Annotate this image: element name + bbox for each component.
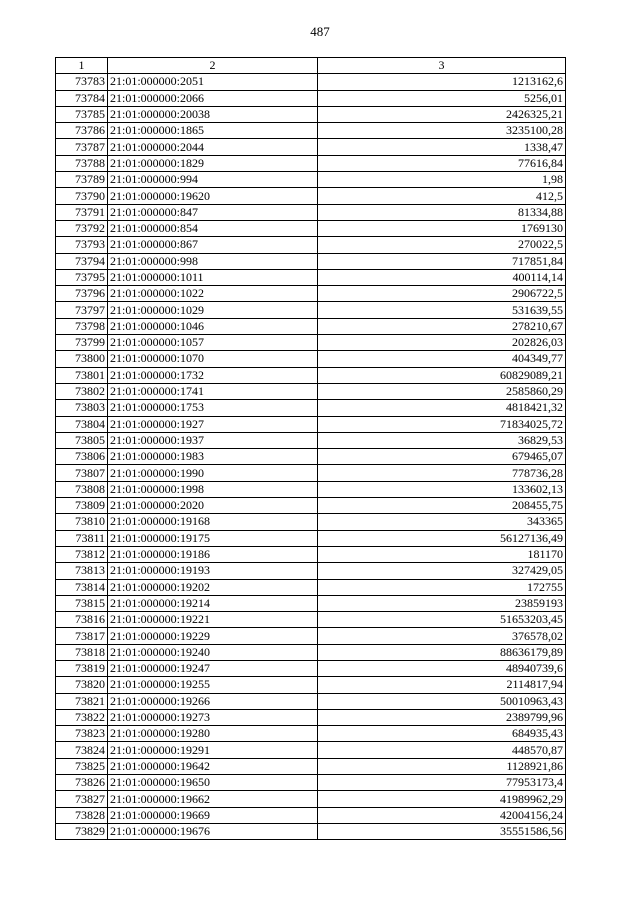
cadastral-number-cell: 21:01:000000:2051 <box>108 74 318 90</box>
table-row <box>56 74 566 90</box>
cadastral-number-cell: 21:01:000000:867 <box>108 237 318 253</box>
row-number-cell: 73804 <box>56 416 108 432</box>
value-cell: 412,5 <box>318 188 566 204</box>
cadastral-number-cell: 21:01:000000:1753 <box>108 400 318 416</box>
cadastral-number-cell: 21:01:000000:19175 <box>108 530 318 546</box>
cadastral-number-cell: 21:01:000000:19247 <box>108 660 318 676</box>
row-number-cell: 73820 <box>56 677 108 693</box>
cadastral-number-cell: 21:01:000000:847 <box>108 204 318 220</box>
cadastral-number-cell: 21:01:000000:1990 <box>108 465 318 481</box>
cadastral-number-cell: 21:01:000000:1070 <box>108 351 318 367</box>
row-number-cell: 73783 <box>56 74 108 90</box>
row-number-cell: 73798 <box>56 318 108 334</box>
value-cell: 1,98 <box>318 172 566 188</box>
table-row <box>56 677 566 693</box>
column-header: 1 <box>56 58 108 74</box>
value-cell: 5256,01 <box>318 90 566 106</box>
row-number-cell: 73827 <box>56 791 108 807</box>
table-row <box>56 465 566 481</box>
value-cell: 3235100,28 <box>318 123 566 139</box>
table-row <box>56 546 566 562</box>
row-number-cell: 73792 <box>56 220 108 236</box>
value-cell: 172755 <box>318 579 566 595</box>
value-cell: 51653203,45 <box>318 612 566 628</box>
table-row <box>56 90 566 106</box>
cadastral-number-cell: 21:01:000000:1732 <box>108 367 318 383</box>
row-number-cell: 73813 <box>56 563 108 579</box>
table-header-row <box>56 58 566 74</box>
row-number-cell: 73810 <box>56 514 108 530</box>
row-number-cell: 73791 <box>56 204 108 220</box>
value-cell: 1769130 <box>318 220 566 236</box>
table-row <box>56 286 566 302</box>
value-cell: 202826,03 <box>318 335 566 351</box>
value-cell: 181170 <box>318 546 566 562</box>
table-row <box>56 579 566 595</box>
table-row <box>56 709 566 725</box>
row-number-cell: 73822 <box>56 709 108 725</box>
table-row <box>56 775 566 791</box>
value-cell: 531639,55 <box>318 302 566 318</box>
table-row <box>56 530 566 546</box>
table-row <box>56 335 566 351</box>
cadastral-number-cell: 21:01:000000:1029 <box>108 302 318 318</box>
cadastral-number-cell: 21:01:000000:2066 <box>108 90 318 106</box>
table-row <box>56 106 566 122</box>
row-number-cell: 73803 <box>56 400 108 416</box>
data-table <box>55 57 566 840</box>
row-number-cell: 73797 <box>56 302 108 318</box>
value-cell: 2114817,94 <box>318 677 566 693</box>
value-cell: 1128921,86 <box>318 758 566 774</box>
value-cell: 133602,13 <box>318 481 566 497</box>
table-row <box>56 220 566 236</box>
cadastral-number-cell: 21:01:000000:19255 <box>108 677 318 693</box>
cadastral-number-cell: 21:01:000000:1983 <box>108 449 318 465</box>
table-row <box>56 367 566 383</box>
table-row <box>56 514 566 530</box>
cadastral-number-cell: 21:01:000000:19650 <box>108 775 318 791</box>
cadastral-number-cell: 21:01:000000:19676 <box>108 823 318 839</box>
value-cell: 778736,28 <box>318 465 566 481</box>
row-number-cell: 73808 <box>56 481 108 497</box>
value-cell: 327429,05 <box>318 563 566 579</box>
value-cell: 270022,5 <box>318 237 566 253</box>
value-cell: 2585860,29 <box>318 383 566 399</box>
table-row <box>56 416 566 432</box>
cadastral-number-cell: 21:01:000000:2044 <box>108 139 318 155</box>
row-number-cell: 73784 <box>56 90 108 106</box>
value-cell: 48940739,6 <box>318 660 566 676</box>
table-row <box>56 351 566 367</box>
value-cell: 400114,14 <box>318 269 566 285</box>
row-number-cell: 73796 <box>56 286 108 302</box>
row-number-cell: 73800 <box>56 351 108 367</box>
table-row <box>56 269 566 285</box>
table-row <box>56 563 566 579</box>
cadastral-number-cell: 21:01:000000:994 <box>108 172 318 188</box>
table-row <box>56 807 566 823</box>
row-number-cell: 73785 <box>56 106 108 122</box>
cadastral-number-cell: 21:01:000000:854 <box>108 220 318 236</box>
table-row <box>56 449 566 465</box>
value-cell: 2389799,96 <box>318 709 566 725</box>
cadastral-number-cell: 21:01:000000:19168 <box>108 514 318 530</box>
value-cell: 1213162,6 <box>318 74 566 90</box>
row-number-cell: 73790 <box>56 188 108 204</box>
cadastral-number-cell: 21:01:000000:1865 <box>108 123 318 139</box>
value-cell: 35551586,56 <box>318 823 566 839</box>
table-row <box>56 432 566 448</box>
value-cell: 2906722,5 <box>318 286 566 302</box>
row-number-cell: 73805 <box>56 432 108 448</box>
cadastral-number-cell: 21:01:000000:19273 <box>108 709 318 725</box>
cadastral-number-cell: 21:01:000000:19642 <box>108 758 318 774</box>
row-number-cell: 73823 <box>56 726 108 742</box>
table-row <box>56 188 566 204</box>
value-cell: 77616,84 <box>318 155 566 171</box>
value-cell: 88636179,89 <box>318 644 566 660</box>
cadastral-number-cell: 21:01:000000:1927 <box>108 416 318 432</box>
row-number-cell: 73809 <box>56 498 108 514</box>
value-cell: 376578,02 <box>318 628 566 644</box>
table-row <box>56 318 566 334</box>
row-number-cell: 73819 <box>56 660 108 676</box>
row-number-cell: 73787 <box>56 139 108 155</box>
cadastral-number-cell: 21:01:000000:1046 <box>108 318 318 334</box>
row-number-cell: 73828 <box>56 807 108 823</box>
row-number-cell: 73811 <box>56 530 108 546</box>
table-row <box>56 172 566 188</box>
table-row <box>56 253 566 269</box>
row-number-cell: 73789 <box>56 172 108 188</box>
value-cell: 50010963,43 <box>318 693 566 709</box>
value-cell: 448570,87 <box>318 742 566 758</box>
value-cell: 343365 <box>318 514 566 530</box>
page-number: 487 <box>310 24 330 39</box>
cadastral-number-cell: 21:01:000000:20038 <box>108 106 318 122</box>
table-row <box>56 204 566 220</box>
cadastral-number-cell: 21:01:000000:19240 <box>108 644 318 660</box>
cadastral-number-cell: 21:01:000000:1998 <box>108 481 318 497</box>
table-row <box>56 302 566 318</box>
table-row <box>56 742 566 758</box>
value-cell: 2426325,21 <box>318 106 566 122</box>
cadastral-number-cell: 21:01:000000:19620 <box>108 188 318 204</box>
row-number-cell: 73821 <box>56 693 108 709</box>
table-row <box>56 139 566 155</box>
value-cell: 717851,84 <box>318 253 566 269</box>
table-row <box>56 400 566 416</box>
column-header: 2 <box>108 58 318 74</box>
value-cell: 23859193 <box>318 595 566 611</box>
cadastral-number-cell: 21:01:000000:19214 <box>108 595 318 611</box>
row-number-cell: 73788 <box>56 155 108 171</box>
cadastral-number-cell: 21:01:000000:1011 <box>108 269 318 285</box>
value-cell: 679465,07 <box>318 449 566 465</box>
value-cell: 684935,43 <box>318 726 566 742</box>
column-header: 3 <box>318 58 566 74</box>
value-cell: 77953173,4 <box>318 775 566 791</box>
cadastral-number-cell: 21:01:000000:1022 <box>108 286 318 302</box>
table-row <box>56 791 566 807</box>
row-number-cell: 73794 <box>56 253 108 269</box>
row-number-cell: 73816 <box>56 612 108 628</box>
table-row <box>56 823 566 839</box>
value-cell: 71834025,72 <box>318 416 566 432</box>
cadastral-number-cell: 21:01:000000:19662 <box>108 791 318 807</box>
cadastral-number-cell: 21:01:000000:19280 <box>108 726 318 742</box>
row-number-cell: 73806 <box>56 449 108 465</box>
row-number-cell: 73824 <box>56 742 108 758</box>
row-number-cell: 73807 <box>56 465 108 481</box>
value-cell: 208455,75 <box>318 498 566 514</box>
row-number-cell: 73786 <box>56 123 108 139</box>
cadastral-number-cell: 21:01:000000:19193 <box>108 563 318 579</box>
value-cell: 60829089,21 <box>318 367 566 383</box>
cadastral-number-cell: 21:01:000000:19669 <box>108 807 318 823</box>
table-row <box>56 612 566 628</box>
row-number-cell: 73818 <box>56 644 108 660</box>
value-cell: 4818421,32 <box>318 400 566 416</box>
value-cell: 278210,67 <box>318 318 566 334</box>
table-row <box>56 595 566 611</box>
table-body <box>56 74 566 840</box>
row-number-cell: 73826 <box>56 775 108 791</box>
cadastral-number-cell: 21:01:000000:19291 <box>108 742 318 758</box>
row-number-cell: 73799 <box>56 335 108 351</box>
row-number-cell: 73812 <box>56 546 108 562</box>
table-row <box>56 237 566 253</box>
cadastral-number-cell: 21:01:000000:19202 <box>108 579 318 595</box>
table-row <box>56 693 566 709</box>
value-cell: 36829,53 <box>318 432 566 448</box>
value-cell: 42004156,24 <box>318 807 566 823</box>
row-number-cell: 73829 <box>56 823 108 839</box>
cadastral-number-cell: 21:01:000000:19266 <box>108 693 318 709</box>
table-row <box>56 155 566 171</box>
cadastral-number-cell: 21:01:000000:1937 <box>108 432 318 448</box>
row-number-cell: 73817 <box>56 628 108 644</box>
row-number-cell: 73802 <box>56 383 108 399</box>
table-row <box>56 481 566 497</box>
cadastral-number-cell: 21:01:000000:1057 <box>108 335 318 351</box>
cadastral-number-cell: 21:01:000000:1829 <box>108 155 318 171</box>
value-cell: 41989962,29 <box>318 791 566 807</box>
table-row <box>56 498 566 514</box>
cadastral-number-cell: 21:01:000000:1741 <box>108 383 318 399</box>
value-cell: 404349,77 <box>318 351 566 367</box>
cadastral-number-cell: 21:01:000000:998 <box>108 253 318 269</box>
value-cell: 81334,88 <box>318 204 566 220</box>
cadastral-number-cell: 21:01:000000:2020 <box>108 498 318 514</box>
table-row <box>56 644 566 660</box>
value-cell: 56127136,49 <box>318 530 566 546</box>
cadastral-number-cell: 21:01:000000:19186 <box>108 546 318 562</box>
row-number-cell: 73825 <box>56 758 108 774</box>
table-row <box>56 758 566 774</box>
row-number-cell: 73801 <box>56 367 108 383</box>
row-number-cell: 73814 <box>56 579 108 595</box>
row-number-cell: 73793 <box>56 237 108 253</box>
cadastral-number-cell: 21:01:000000:19221 <box>108 612 318 628</box>
table-row <box>56 726 566 742</box>
table-row <box>56 660 566 676</box>
table-row <box>56 628 566 644</box>
table-row <box>56 123 566 139</box>
table-row <box>56 383 566 399</box>
row-number-cell: 73795 <box>56 269 108 285</box>
row-number-cell: 73815 <box>56 595 108 611</box>
value-cell: 1338,47 <box>318 139 566 155</box>
cadastral-number-cell: 21:01:000000:19229 <box>108 628 318 644</box>
